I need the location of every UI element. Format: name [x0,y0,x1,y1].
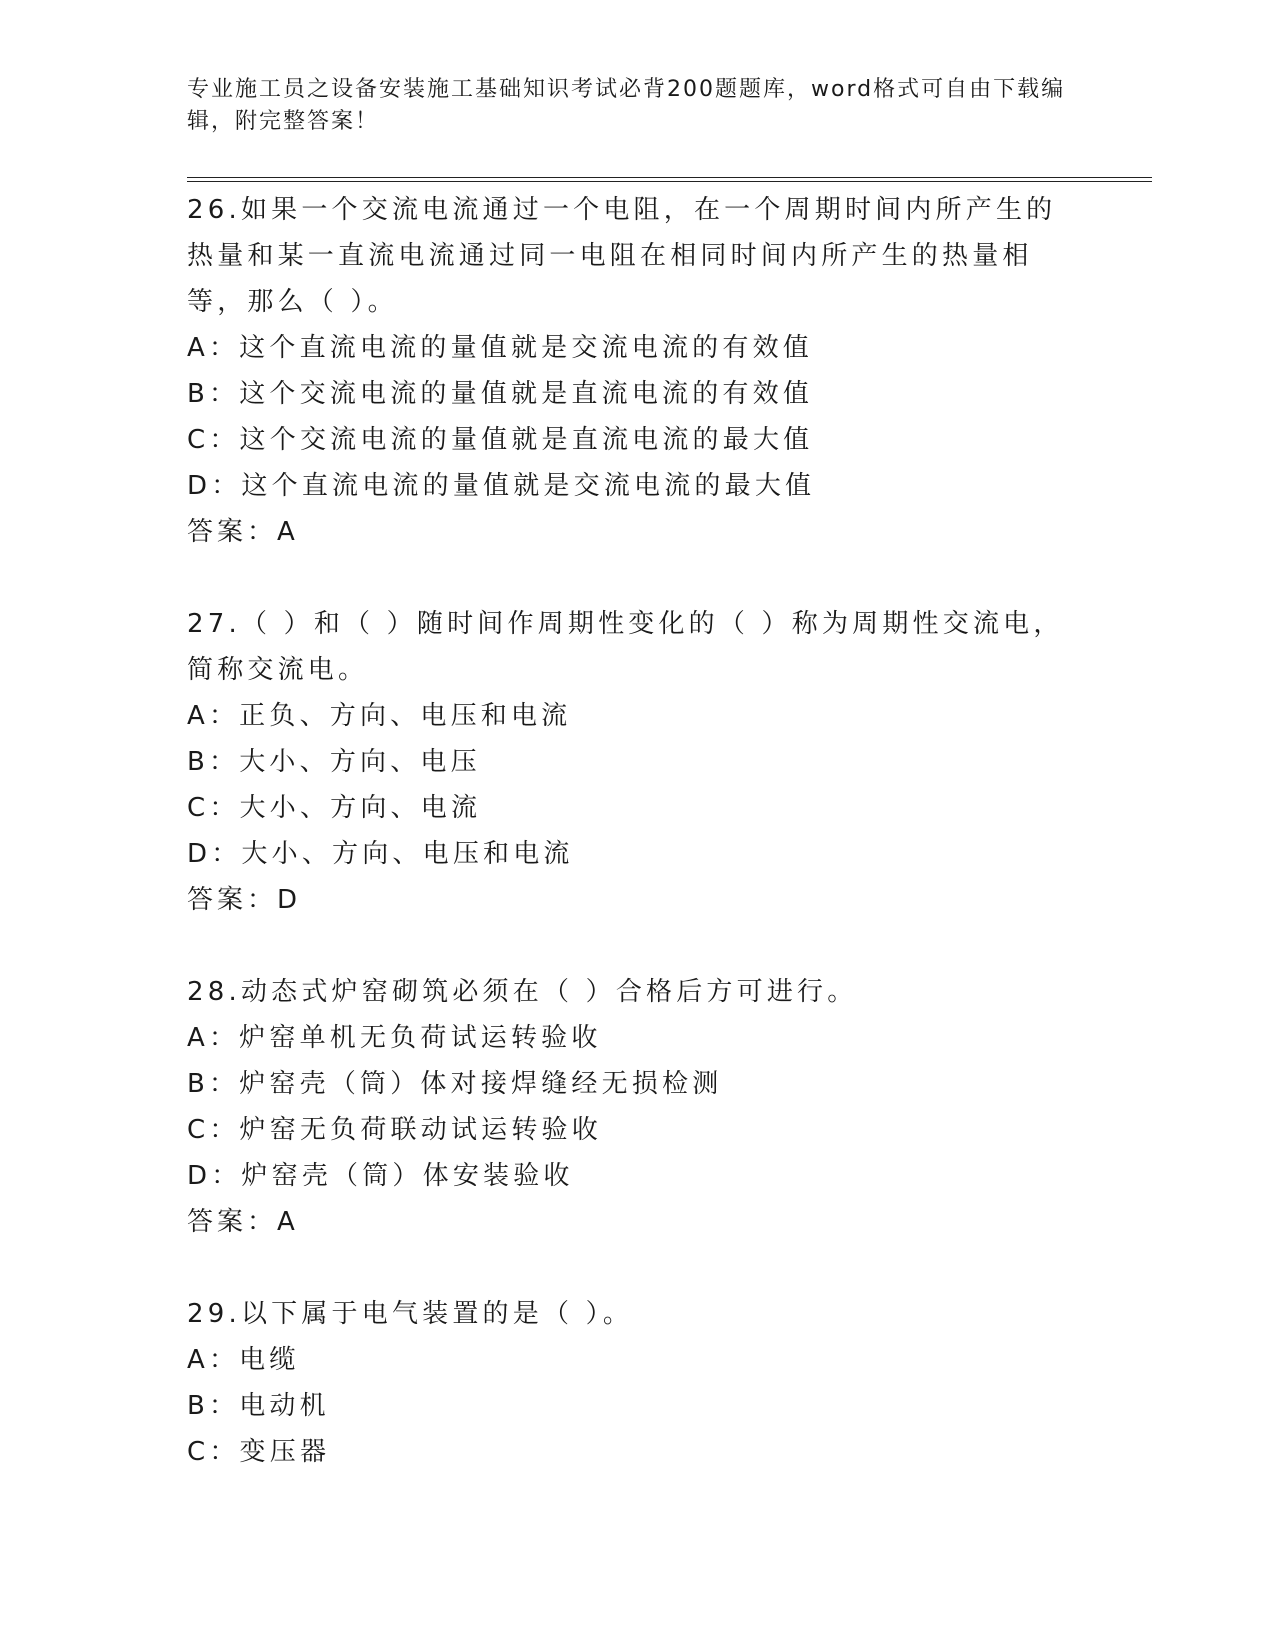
question-stem: 27.（ ）和（ ）随时间作周期性变化的（ ）称为周期性交流电，简称交流电。 [187,609,1064,685]
option-c: C：变压器 [187,1437,331,1467]
header-divider [187,177,1152,182]
answer-line [187,877,1067,923]
answer-line [187,509,1067,555]
question-27 [187,601,1067,923]
option-d: D：炉窑壳（筒）体安装验收 [187,1161,574,1191]
question-28 [187,969,1067,1245]
answer-value: A [277,1207,297,1237]
option-b: B：炉窑壳（筒）体对接焊缝经无损检测 [187,1069,723,1099]
question-list [187,187,1067,1521]
answer-line [187,1199,1067,1245]
answer-label: 答案： [187,517,278,547]
question-29 [187,1291,1067,1475]
option-c: C：炉窑无负荷联动试运转验收 [187,1115,602,1145]
question-stem: 26.如果一个交流电流通过一个电阻，在一个周期时间内所产生的热量和某一直流电流通过同一电阻在相同时间内所产生的热量相等，那么（ ）。 [187,195,1057,317]
question-26 [187,187,1067,555]
document-header: 专业施工员之设备安装施工基础知识考试必背200题题库，word格式可自由下载编辑，附完整答案！ [187,77,1066,134]
option-b: B：大小、方向、电压 [187,747,481,777]
option-d: D：大小、方向、电压和电流 [187,839,574,869]
option-a: A：电缆 [187,1345,300,1375]
option-b: B：这个交流电流的量值就是直流电流的有效值 [187,379,814,409]
option-d: D：这个直流电流的量值就是交流电流的最大值 [187,471,816,501]
option-a: A：这个直流电流的量值就是交流电流的有效值 [187,333,813,363]
answer-label: 答案： [187,885,278,915]
answer-value: D [277,885,300,915]
answer-value: A [277,517,297,547]
question-stem: 28.动态式炉窑砌筑必须在（ ）合格后方可进行。 [187,977,858,1007]
option-c: C：大小、方向、电流 [187,793,482,823]
option-a: A：炉窑单机无负荷试运转验收 [187,1023,602,1053]
option-a: A：正负、方向、电压和电流 [187,701,572,731]
option-b: B：电动机 [187,1391,330,1421]
question-stem: 29.以下属于电气装置的是（ ）。 [187,1299,634,1329]
option-c: C：这个交流电流的量值就是直流电流的最大值 [187,425,814,455]
answer-label: 答案： [187,1207,278,1237]
